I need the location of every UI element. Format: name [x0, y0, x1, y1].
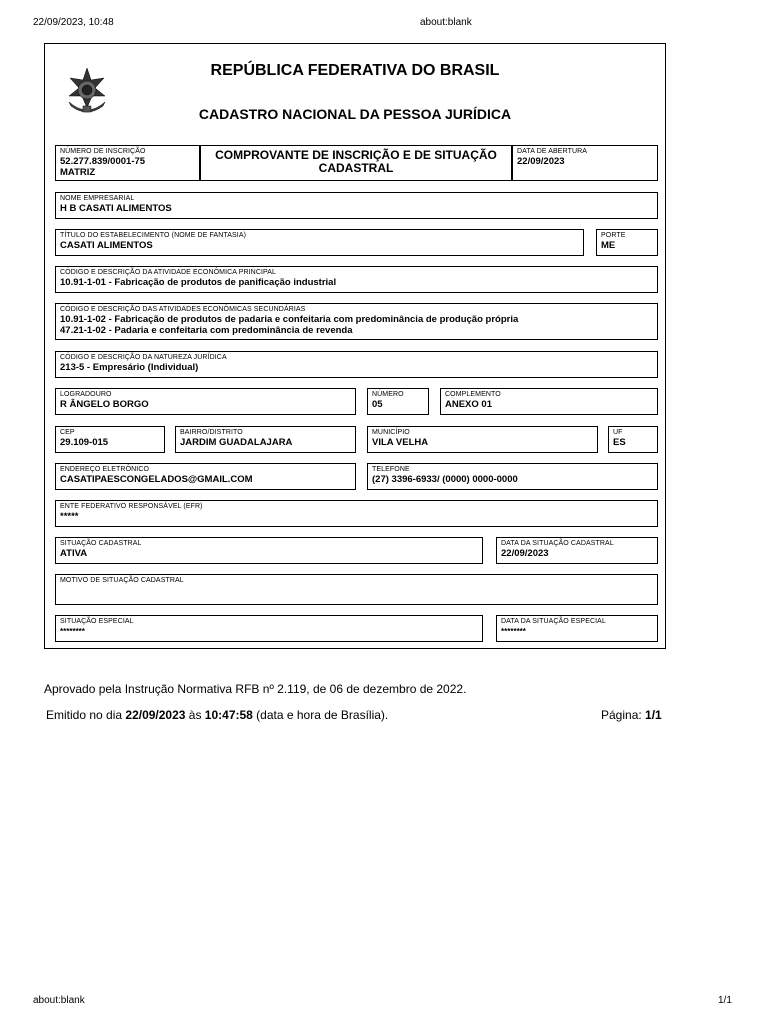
especial-label: SITUAÇÃO ESPECIAL — [60, 618, 134, 625]
situacao-label: SITUAÇÃO CADASTRAL — [60, 540, 142, 547]
efr-box — [55, 500, 658, 527]
efr-label: ENTE FEDERATIVO RESPONSÁVEL (EFR) — [60, 503, 203, 510]
telefone-label: TELEFONE — [372, 466, 410, 473]
print-page-count: 1/1 — [718, 995, 732, 1006]
porte-box — [596, 229, 658, 256]
inscricao-label: NÚMERO DE INSCRIÇÃO — [60, 148, 146, 155]
aprovado-text: Aprovado pela Instrução Normativa RFB nº 2.119, de 06 de dezembro de 2022. — [44, 682, 467, 696]
data-especial-value: ******** — [501, 627, 526, 636]
complemento-label: COMPLEMENTO — [445, 391, 501, 398]
data-especial-box — [496, 615, 658, 642]
cep-label: CEP — [60, 429, 75, 436]
email-value: CASATIPAESCONGELADOS@GMAIL.COM — [60, 474, 253, 485]
motivo-box — [55, 574, 658, 605]
logradouro-label: LOGRADOURO — [60, 391, 112, 398]
fantasia-box — [55, 229, 584, 256]
header-republica: REPÚBLICA FEDERATIVA DO BRASIL — [210, 62, 500, 79]
situacao-especial-box — [55, 615, 483, 642]
pagina-value: 1/1 — [645, 708, 662, 722]
data-situacao-value: 22/09/2023 — [501, 548, 549, 559]
abertura-box — [512, 145, 658, 181]
abertura-label: DATA DE ABERTURA — [517, 148, 588, 155]
porte-value: ME — [601, 240, 616, 251]
pagina-text — [601, 708, 662, 722]
atividades-secundarias-box — [55, 303, 658, 340]
emitido-mid: às — [185, 708, 205, 722]
porte-label: PORTE — [601, 232, 626, 239]
cep-value: 29.109-015 — [60, 437, 109, 448]
emitido-prefix: Emitido no dia — [46, 708, 126, 722]
situacao-value: ATIVA — [60, 548, 88, 559]
numero-label: NÚMERO — [372, 391, 404, 398]
nome-empresarial-box — [55, 192, 658, 219]
data-especial-label: DATA DA SITUAÇÃO ESPECIAL — [501, 618, 606, 625]
inscricao-box — [55, 145, 200, 181]
emitido-date: 22/09/2023 — [125, 708, 186, 722]
comprovante-title-line1: COMPROVANTE DE INSCRIÇÃO E DE SITUAÇÃO — [215, 148, 497, 162]
especial-value: ******** — [60, 627, 85, 636]
nome-value: H B CASATI ALIMENTOS — [60, 203, 172, 214]
atividade-principal-value: 10.91-1-01 - Fabricação de produtos de panificação industrial — [60, 277, 337, 288]
complemento-value: ANEXO 01 — [445, 399, 492, 410]
uf-value: ES — [613, 437, 626, 448]
bairro-value: JARDIM GUADALAJARA — [180, 437, 293, 448]
inscricao-value: 52.277.839/0001-75 — [60, 156, 146, 167]
email-box — [55, 463, 356, 490]
complemento-box — [440, 388, 658, 415]
logradouro-box — [55, 388, 356, 415]
atividade-secundaria-1: 10.91-1-02 - Fabricação de produtos de padaria e confeitaria com predominância de produção própria — [60, 314, 519, 325]
natureza-label: CÓDIGO E DESCRIÇÃO DA NATUREZA JURÍDICA — [60, 354, 227, 361]
header-cadastro: CADASTRO NACIONAL DA PESSOA JURÍDICA — [198, 106, 512, 122]
abertura-value: 22/09/2023 — [517, 156, 565, 167]
fantasia-value: CASATI ALIMENTOS — [60, 240, 153, 251]
natureza-juridica-box — [55, 351, 658, 378]
print-url: about:blank — [33, 995, 85, 1006]
emitido-text — [46, 708, 388, 722]
uf-box — [608, 426, 658, 453]
bairro-label: BAIRRO/DISTRITO — [180, 429, 243, 436]
natureza-value: 213-5 - Empresário (Individual) — [60, 362, 199, 373]
emitido-suffix: (data e hora de Brasília). — [252, 708, 389, 722]
motivo-label: MOTIVO DE SITUAÇÃO CADASTRAL — [60, 577, 184, 584]
logradouro-value: R ÂNGELO BORGO — [60, 399, 149, 410]
municipio-value: VILA VELHA — [372, 437, 429, 448]
inscricao-tipo: MATRIZ — [60, 167, 96, 178]
municipio-label: MUNICÍPIO — [372, 429, 410, 436]
bairro-box — [175, 426, 356, 453]
nome-label: NOME EMPRESARIAL — [60, 195, 135, 202]
print-page-title: about:blank — [420, 17, 472, 28]
comprovante-box — [200, 145, 512, 181]
document-frame — [44, 43, 666, 649]
uf-label: UF — [613, 429, 623, 436]
atividades-secundarias-label: CÓDIGO E DESCRIÇÃO DAS ATIVIDADES ECONÔMICAS SECUNDÁRIAS — [60, 306, 306, 313]
numero-value: 05 — [372, 399, 383, 410]
comprovante-title-line2: CADASTRAL — [318, 161, 394, 175]
telefone-box — [367, 463, 658, 490]
data-situacao-box — [496, 537, 658, 564]
fantasia-label: TÍTULO DO ESTABELECIMENTO (NOME DE FANTASIA) — [60, 232, 247, 239]
pagina-label: Página: — [601, 708, 646, 722]
cep-box — [55, 426, 165, 453]
emitido-time: 10:47:58 — [204, 708, 253, 722]
email-label: ENDEREÇO ELETRÔNICO — [60, 466, 150, 473]
municipio-box — [367, 426, 598, 453]
atividade-principal-label: CÓDIGO E DESCRIÇÃO DA ATIVIDADE ECONÔMICA PRINCIPAL — [60, 269, 277, 276]
situacao-box — [55, 537, 483, 564]
atividade-principal-box — [55, 266, 658, 293]
print-datetime: 22/09/2023, 10:48 — [33, 17, 114, 28]
numero-box — [367, 388, 429, 415]
efr-value: ***** — [60, 511, 79, 522]
data-situacao-label: DATA DA SITUAÇÃO CADASTRAL — [501, 540, 614, 547]
atividade-secundaria-2: 47.21-1-02 - Padaria e confeitaria com predominância de revenda — [60, 325, 353, 336]
telefone-value: (27) 3396-6933/ (0000) 0000-0000 — [372, 474, 518, 485]
